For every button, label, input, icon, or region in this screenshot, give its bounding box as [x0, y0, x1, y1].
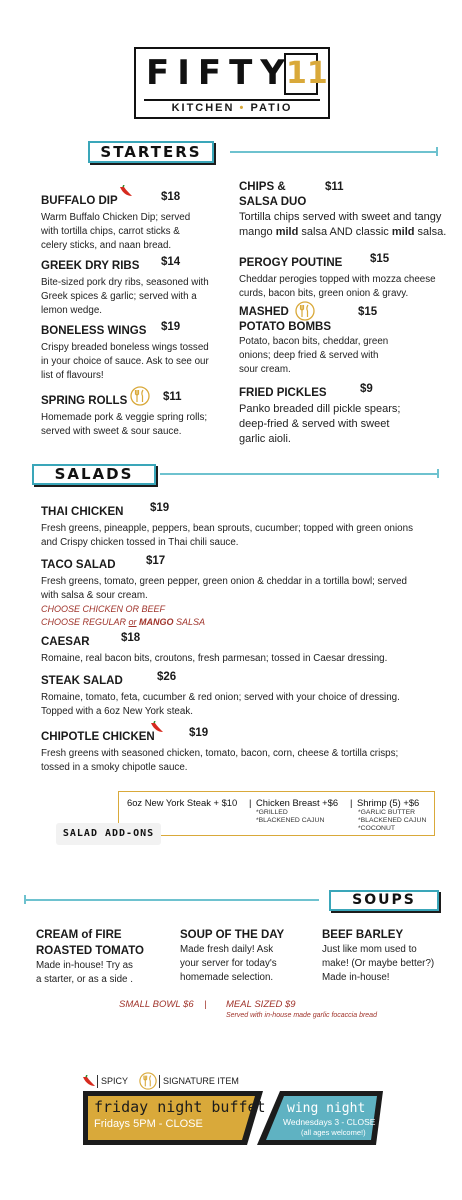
item-name: GREEK DRY RIBS	[41, 260, 140, 272]
item-price: $15	[370, 253, 390, 265]
item-name: THAI CHICKEN	[41, 506, 124, 518]
desc-part: salsa.	[414, 226, 447, 238]
logo-sub-patio: PATIO	[250, 102, 293, 114]
desc-line: tossed in a smoky chipotle sauce.	[41, 762, 188, 773]
starters-rule	[230, 151, 437, 153]
item-desc	[41, 211, 221, 253]
menu-item-caesar	[41, 632, 441, 666]
desc-line: deep-fried & served with sweet	[239, 418, 390, 430]
desc-bold: mild	[275, 226, 299, 238]
soup-small-bowl: SMALL BOWL $6	[119, 999, 194, 1010]
item-name: TACO SALAD	[41, 559, 116, 571]
desc-line	[239, 225, 449, 240]
menu-item-steak-salad	[41, 671, 441, 719]
desc-line: Tortilla chips served with sweet and tangy	[239, 211, 442, 223]
item-name: BUFFALO DIP	[41, 195, 118, 207]
item-desc	[322, 943, 452, 985]
item-price: $18	[121, 632, 141, 644]
addon-chicken: Chicken Breast +$6	[256, 797, 339, 808]
legend-divider	[97, 1075, 98, 1088]
item-desc	[41, 747, 441, 775]
logo	[134, 47, 330, 119]
addon-steak: 6oz New York Steak + $10	[127, 797, 238, 808]
item-price: $11	[163, 391, 182, 403]
wing-banner-sub2: (all ages welcome!)	[301, 1128, 366, 1137]
desc-line: Made fresh daily! Ask	[180, 944, 274, 955]
logo-number: 11	[284, 53, 318, 95]
desc-line: a starter, or as a side .	[36, 974, 133, 985]
desc-line: Homemade pork & veggie spring rolls;	[41, 412, 208, 423]
chili-icon	[150, 721, 164, 733]
item-note-protein: CHOOSE CHICKEN OR BEEF	[41, 604, 166, 614]
menu-item-greek-dry-ribs	[41, 256, 221, 318]
logo-name: FIFTY	[146, 53, 293, 93]
wing-banner-sub1: Wednesdays 3 - CLOSE	[283, 1117, 376, 1127]
desc-line: Potato, bacon bits, cheddar, green	[239, 336, 389, 347]
soup-cream-of-fire	[36, 929, 176, 987]
addon-option: *GRILLED	[256, 809, 288, 816]
addon-option: *BLACKENED CAJUN	[358, 817, 427, 824]
item-price: $14	[161, 256, 181, 268]
legend-divider	[159, 1075, 160, 1088]
signature-icon	[130, 386, 150, 406]
soups-rule	[25, 899, 319, 901]
desc-line: your server for today's	[180, 958, 277, 969]
menu-item-buffalo-dip	[41, 191, 221, 253]
desc-line: Fresh greens with seasoned chicken, tomato, bacon, corn, cheese & tortilla crisps;	[41, 748, 399, 759]
item-price: $18	[161, 191, 181, 203]
menu-item-mashed-potato-bombs	[239, 306, 449, 377]
item-name: SOUP OF THE DAY	[180, 929, 285, 941]
item-name: FRIED PICKLES	[239, 387, 327, 399]
desc-line: lemon wedge.	[41, 305, 102, 316]
item-desc	[41, 691, 441, 719]
friday-banner-sub: Fridays 5PM - CLOSE	[94, 1118, 203, 1130]
salads-rule	[160, 473, 438, 475]
note-or: or	[128, 617, 137, 627]
item-desc	[41, 575, 441, 603]
desc-line: garlic aioli.	[239, 433, 291, 445]
item-price: $19	[150, 502, 170, 514]
menu-item-fried-pickles	[239, 383, 449, 447]
item-price: $19	[161, 321, 181, 333]
addon-separator: |	[350, 797, 353, 808]
desc-line: Cheddar perogies topped with mozza cheese	[239, 274, 436, 285]
item-desc	[41, 522, 441, 550]
item-name: STEAK SALAD	[41, 675, 123, 687]
desc-line: sour cream.	[239, 364, 291, 375]
item-desc	[239, 273, 449, 301]
desc-line: with tortilla chips, carrot sticks &	[41, 226, 180, 237]
salads-header: SALADS	[32, 464, 156, 485]
item-desc	[41, 652, 441, 666]
soup-beef-barley	[322, 929, 452, 985]
addon-option: *BLACKENED CAJUN	[256, 817, 325, 824]
item-price: $11	[325, 181, 344, 193]
soup-of-the-day	[180, 929, 310, 985]
item-name-line2: POTATO BOMBS	[239, 321, 331, 333]
item-name: BEEF BARLEY	[322, 929, 404, 941]
desc-bold: mild	[391, 226, 415, 238]
item-name-line2: ROASTED TOMATO	[36, 945, 144, 957]
soup-price-separator: |	[204, 999, 207, 1010]
item-desc	[41, 341, 226, 383]
desc-line: make! (Or maybe better?)	[322, 958, 435, 969]
chili-icon	[119, 185, 133, 197]
item-name-line2: SALSA DUO	[239, 196, 307, 208]
desc-line: Warm Buffalo Chicken Dip; served	[41, 212, 191, 223]
desc-line: Greek spices & garlic; served with a	[41, 291, 197, 302]
wing-banner-title: wing night	[287, 1101, 366, 1116]
item-name: SPRING ROLLS	[41, 395, 128, 407]
desc-line: Fresh greens, tomato, green pepper, green onion & cheddar in a tortilla bowl; served	[41, 576, 407, 587]
addon-option: *COCONUT	[358, 825, 396, 832]
item-price: $17	[146, 555, 166, 567]
desc-line: Made in-house! Try as	[36, 960, 133, 971]
legend-spicy: SPICY	[101, 1076, 129, 1086]
item-name: BONELESS WINGS	[41, 325, 147, 337]
item-desc	[41, 276, 221, 318]
menu-item-boneless-wings	[41, 321, 226, 383]
desc-line: Fresh greens, pineapple, peppers, bean sprouts, cucumber; topped with green onions	[41, 523, 413, 534]
item-note-salsa	[41, 616, 441, 629]
item-price: $19	[189, 727, 209, 739]
logo-rule	[144, 99, 320, 101]
desc-line: onions; deep fried & served with	[239, 350, 379, 361]
desc-line: list of flavours!	[41, 370, 104, 381]
item-name-line1: CREAM of FIRE	[36, 929, 122, 941]
signature-icon	[295, 301, 315, 321]
addon-option: *GARLIC BUTTER	[358, 809, 416, 816]
chili-icon	[82, 1075, 96, 1087]
soup-served-with: Served with in-house made garlic focaccia bread	[226, 1012, 377, 1019]
desc-line: with salsa & sour cream.	[41, 590, 148, 601]
item-name-line1: MASHED	[239, 306, 289, 318]
item-name: PEROGY POUTINE	[239, 257, 343, 269]
desc-line: Just like mom used to	[322, 944, 417, 955]
item-name-line1: CHIPS &	[239, 181, 286, 193]
logo-subtitle	[136, 102, 328, 114]
item-desc	[239, 335, 449, 377]
starters-rule-end	[436, 147, 438, 156]
item-price: $15	[358, 306, 378, 318]
item-price: $9	[360, 383, 373, 395]
salads-rule-end	[437, 469, 439, 478]
desc-line: and Crispy chicken tossed in Thai chili sauce.	[41, 537, 239, 548]
desc-line: Crispy breaded boneless wings tossed	[41, 342, 209, 353]
desc-line: Panko breaded dill pickle spears;	[239, 403, 401, 415]
logo-sub-dot: •	[239, 102, 246, 114]
desc-line: Bite-sized pork dry ribs, seasoned with	[41, 277, 209, 288]
menu-item-thai-chicken	[41, 502, 441, 550]
desc-line: homemade selection.	[180, 972, 274, 983]
menu-item-spring-rolls	[41, 391, 226, 439]
salad-addons-label: SALAD ADD-ONS	[56, 823, 161, 845]
desc-line: in your choice of sauce. Ask to see our	[41, 356, 209, 367]
desc-line: Romaine, tomato, feta, cucumber & red onion; served with your choice of dressing.	[41, 692, 400, 703]
soup-meal-sized: MEAL SIZED $9	[226, 999, 296, 1010]
item-desc	[180, 943, 310, 985]
desc-line: curds, bacon bits, green onion & gravy.	[239, 288, 409, 299]
salad-addons-box	[118, 791, 435, 836]
addon-shrimp-options	[358, 809, 426, 833]
friday-banner-title: friday night buffet	[94, 1098, 266, 1116]
starters-header: STARTERS	[88, 141, 214, 163]
item-name: CHIPOTLE CHICKEN	[41, 731, 155, 743]
addon-shrimp: Shrimp (5) +$6	[357, 797, 420, 808]
menu-item-chips-salsa	[239, 181, 449, 240]
addon-separator: |	[249, 797, 252, 808]
desc-line: Topped with a 6oz New York steak.	[41, 706, 193, 717]
item-desc	[239, 210, 449, 240]
note-part: SALSA	[173, 617, 206, 627]
item-desc	[239, 402, 449, 447]
soups-header: SOUPS	[329, 890, 439, 911]
note-part: CHOOSE REGULAR	[41, 617, 129, 627]
item-desc	[41, 411, 226, 439]
desc-part: salsa AND classic	[298, 226, 392, 238]
legend-signature: SIGNATURE ITEM	[163, 1076, 239, 1086]
menu-item-taco-salad	[41, 555, 441, 629]
menu-item-perogy-poutine	[239, 253, 449, 301]
desc-line: celery sticks, and naan bread.	[41, 240, 172, 251]
desc-line: served with sweet & sour sauce.	[41, 426, 182, 437]
addon-chicken-options	[256, 809, 324, 825]
desc-part: mango	[239, 226, 276, 238]
item-price: $26	[157, 671, 177, 683]
logo-sub-kitchen: KITCHEN	[171, 102, 235, 114]
item-desc	[36, 959, 176, 987]
menu-item-chipotle-chicken	[41, 727, 441, 775]
note-mango: MANGO	[136, 617, 174, 627]
item-name: CAESAR	[41, 636, 90, 648]
desc-line: Romaine, real bacon bits, croutons, fresh parmesan; tossed in Caesar dressing.	[41, 653, 388, 664]
desc-line: Made in-house!	[322, 972, 390, 983]
